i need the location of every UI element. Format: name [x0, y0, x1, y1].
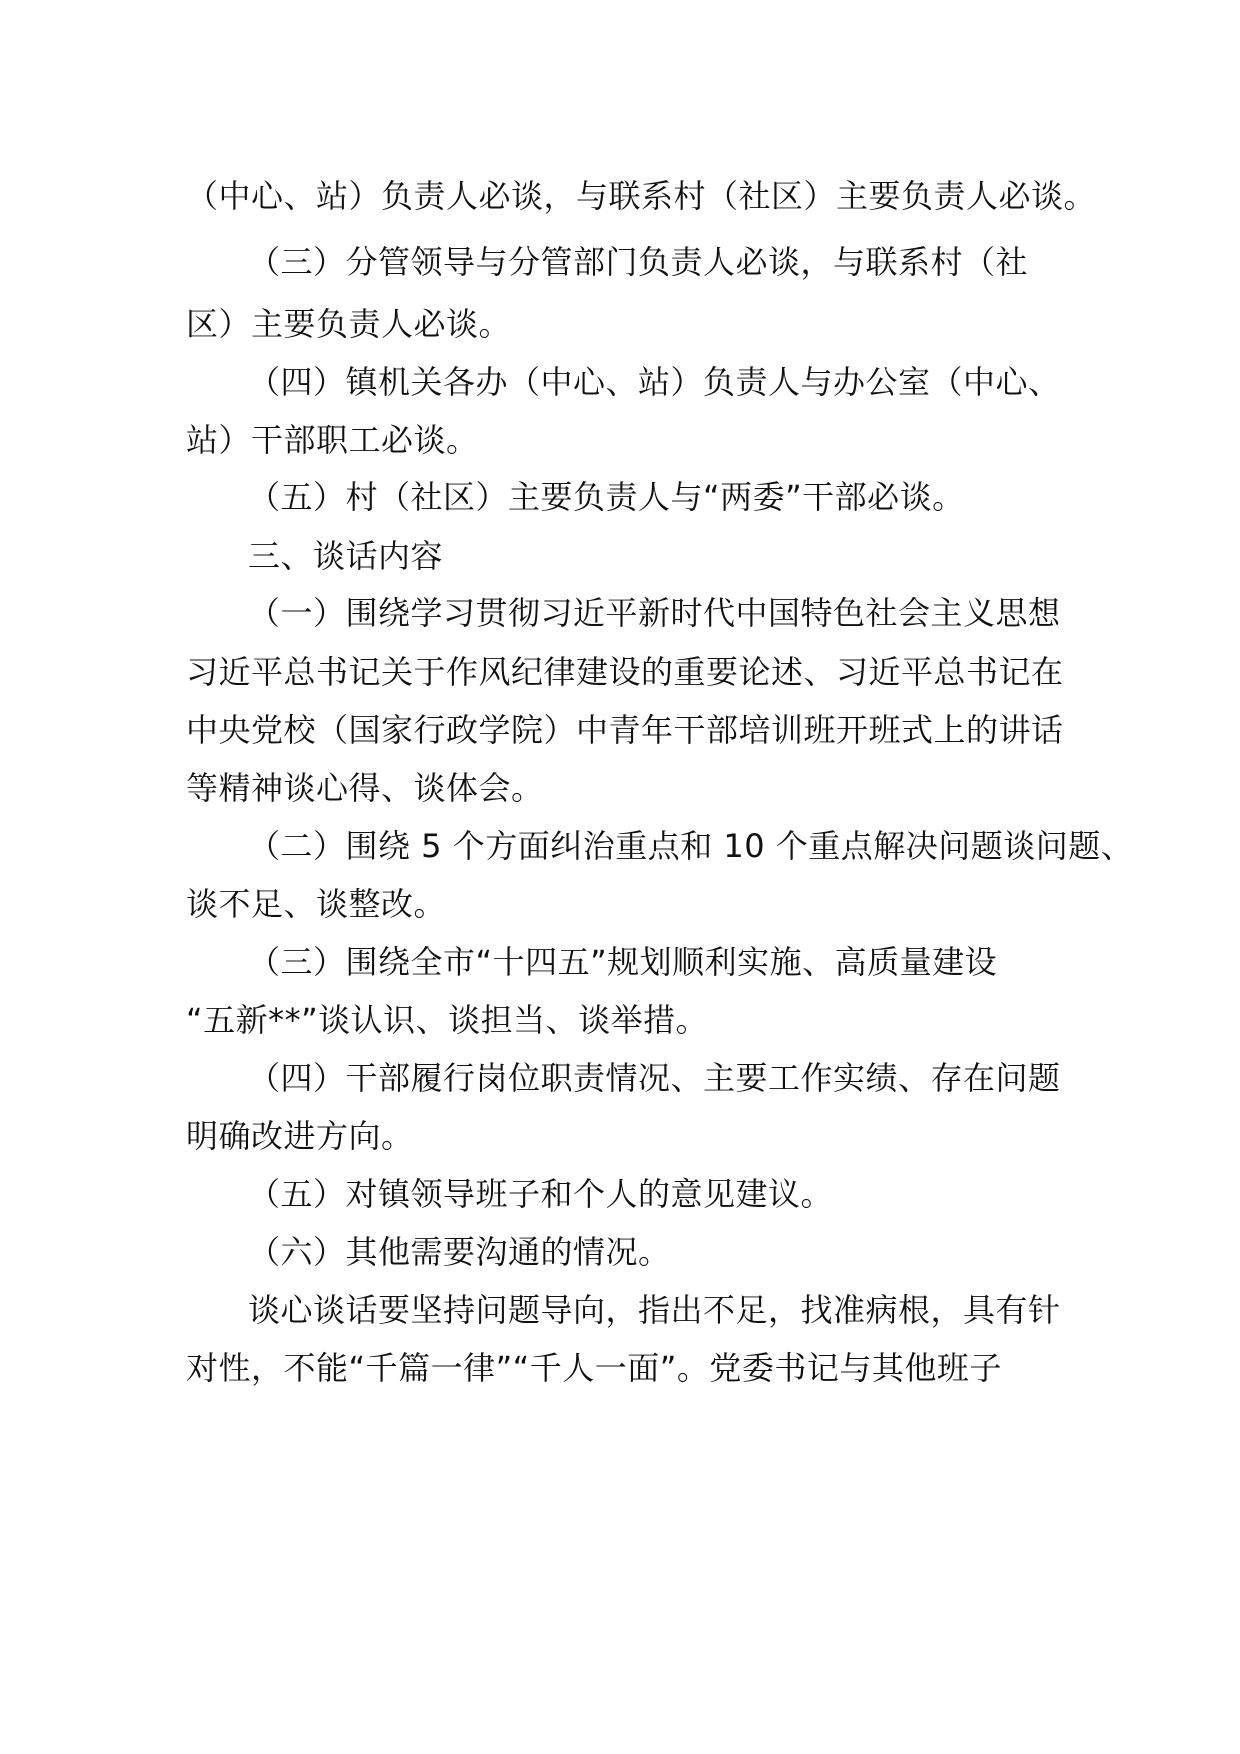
section-heading: 三、谈话内容	[248, 537, 444, 575]
paragraph-line-12: （二）围绕 5 个方面纠治重点和 10 个重点解决问题谈问题、	[248, 827, 1134, 865]
paragraph-line-2: （三）分管领导与分管部门负责人必谈，与联系村（社	[248, 243, 1029, 281]
paragraph-line-21: 对性，不能“千篇一律”“千人一面”。党委书记与其他班子	[186, 1349, 1002, 1387]
paragraph-line-4: （四）镇机关各办（中心、站）负责人与办公室（中心、	[248, 363, 1061, 401]
paragraph-line-10: 中央党校（国家行政学院）中青年干部培训班开班式上的讲话	[186, 711, 1064, 749]
paragraph-line-18: （五）对镇领导班子和个人的意见建议。	[248, 1175, 834, 1213]
paragraph-line-19: （六）其他需要沟通的情况。	[248, 1233, 671, 1271]
paragraph-line-6: （五）村（社区）主要负责人与“两委”干部必谈。	[248, 478, 965, 516]
paragraph-line-5: 站）干部职工必谈。	[186, 421, 479, 459]
paragraph-line-11: 等精神谈心得、谈体会。	[186, 769, 544, 807]
paragraph-line-8: （一）围绕学习贯彻习近平新时代中国特色社会主义思想	[248, 594, 1061, 632]
paragraph-line-9: 习近平总书记关于作风纪律建设的重要论述、习近平总书记在	[186, 653, 1064, 691]
paragraph-line-13: 谈不足、谈整改。	[186, 885, 447, 923]
paragraph-line-20: 谈心谈话要坚持问题导向，指出不足，找准病根，具有针	[248, 1291, 1061, 1329]
paragraph-line-1: （中心、站）负责人必谈，与联系村（社区）主要负责人必谈。	[186, 177, 1097, 215]
paragraph-line-15: “五新**”谈认识、谈担当、谈举措。	[186, 1001, 709, 1039]
paragraph-line-16: （四）干部履行岗位职责情况、主要工作实绩、存在问题	[248, 1059, 1061, 1097]
paragraph-line-3: 区）主要负责人必谈。	[186, 305, 512, 343]
paragraph-line-17: 明确改进方向。	[186, 1117, 414, 1155]
paragraph-line-14: （三）围绕全市“十四五”规划顺利实施、高质量建设	[248, 943, 998, 981]
